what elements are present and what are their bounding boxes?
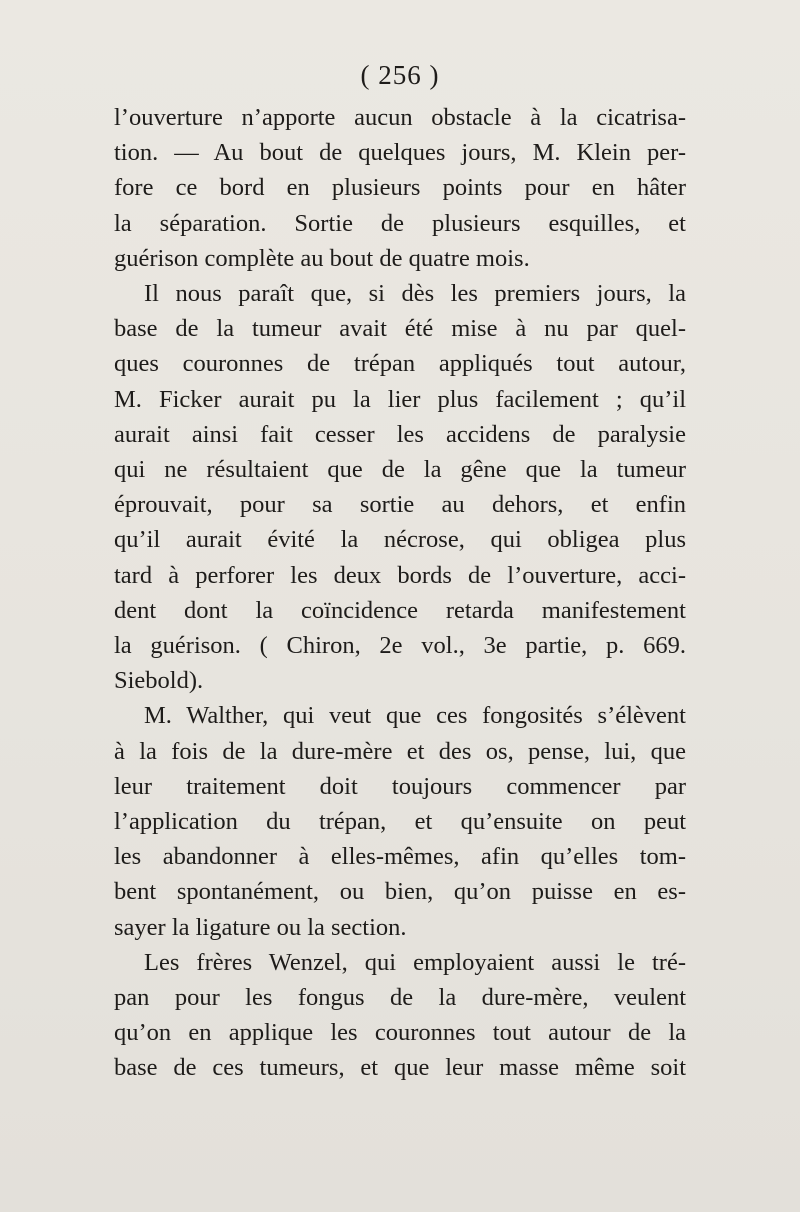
text-line: les abandonner à elles-mêmes, afin qu’elles tom-	[114, 843, 686, 871]
text-line: tard à perforer les deux bords de l’ouverture, acci-	[114, 561, 686, 589]
text-line: Les frères Wenzel, qui employaient aussi le tré-	[144, 948, 686, 976]
text-line: bent spontanément, ou bien, qu’on puisse en es-	[114, 878, 686, 906]
text-line: M. Walther, qui veut que ces fongosités s’élèvent	[144, 702, 686, 730]
text-line: la guérison. ( Chiron, 2e vol., 3e partie, p. 669.	[114, 632, 686, 660]
text-line: pan pour les fongus de la dure-mère, veulent	[114, 984, 686, 1012]
text-line: Il nous paraît que, si dès les premiers jours, la	[144, 280, 686, 308]
text-line: la séparation. Sortie de plusieurs esquilles, et	[114, 209, 686, 237]
text-line: tion. — Au bout de quelques jours, M. Klein per-	[114, 139, 686, 167]
body-text	[114, 100, 686, 1086]
text-line: l’ouverture n’apporte aucun obstacle à la cicatrisa-	[114, 104, 686, 131]
text-line: qu’il aurait évité la nécrose, qui obligea plus	[114, 526, 686, 554]
text-line: à la fois de la dure-mère et des os, pense, lui, que	[114, 737, 686, 765]
page-number: ( 256 )	[360, 60, 440, 90]
text-line: éprouvait, pour sa sortie au dehors, et enfin	[114, 491, 686, 519]
text-line: aurait ainsi fait cesser les accidens de paralysie	[114, 420, 686, 448]
text-line: guérison complète au bout de quatre mois.	[114, 244, 530, 272]
text-line: sayer la ligature ou la section.	[114, 913, 407, 941]
text-line: qui ne résultaient que de la gêne que la tumeur	[114, 456, 686, 484]
text-line: Siebold).	[114, 667, 204, 695]
text-line: qu’on en applique les couronnes tout autour de la	[114, 1019, 686, 1047]
text-line: l’application du trépan, et qu’ensuite on peut	[114, 808, 686, 836]
text-line: leur traitement doit toujours commencer par	[114, 772, 686, 800]
text-line: dent dont la coïncidence retarda manifestement	[114, 596, 686, 624]
text-line: fore ce bord en plusieurs points pour en hâter	[114, 174, 686, 202]
text-line: base de ces tumeurs, et que leur masse même soit	[114, 1054, 686, 1082]
text-line: base de la tumeur avait été mise à nu par quel-	[114, 315, 686, 343]
text-line: M. Ficker aurait pu la lier plus facilement ; qu’il	[114, 385, 686, 413]
text-line: ques couronnes de trépan appliqués tout autour,	[114, 350, 686, 378]
